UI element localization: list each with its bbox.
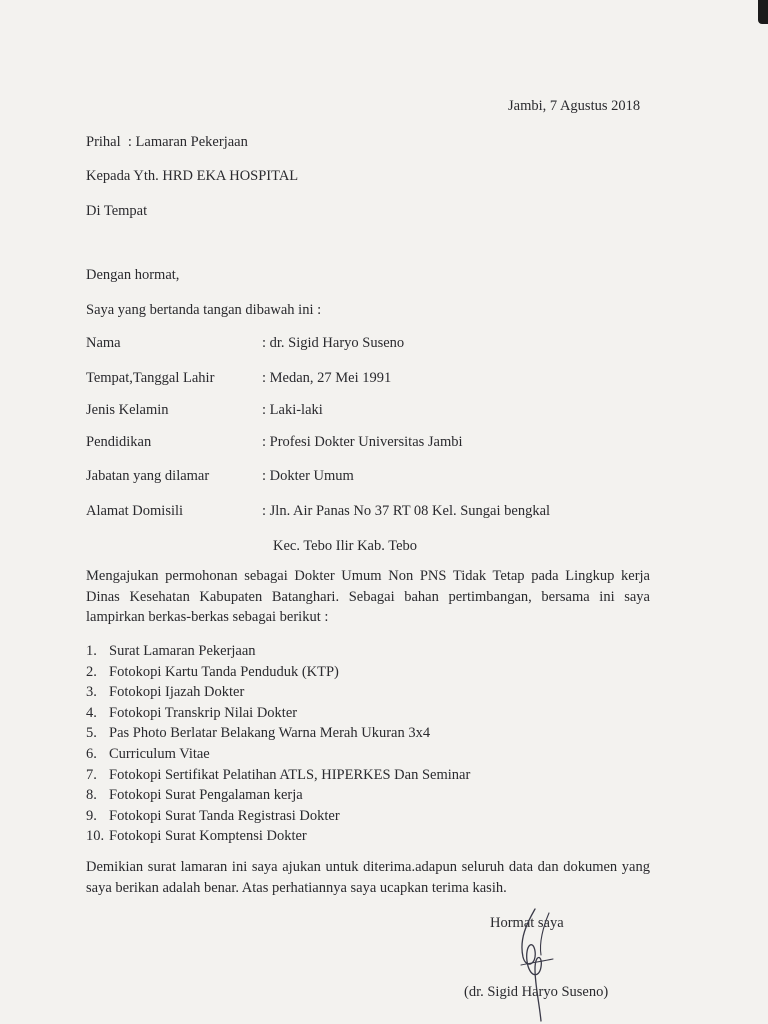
list-item [86,765,470,786]
place-date: Jambi, 7 Agustus 2018 [508,98,641,114]
field-label-gender: Jenis Kelamin [86,402,169,418]
list-text: Fotokopi Surat Pengalaman kerja [109,787,303,804]
list-item [86,662,470,683]
field-label-birth: Tempat,Tanggal Lahir [86,370,215,386]
list-item [86,785,470,806]
list-number: 8. [86,787,97,804]
field-value-position: : Dokter Umum [262,468,354,484]
list-number: 7. [86,766,97,783]
list-item [86,744,470,765]
field-label-position: Jabatan yang dilamar [86,468,210,484]
list-number: 9. [86,807,97,824]
list-number: 4. [86,704,97,721]
scan-edge-mark [758,0,768,24]
list-item [86,703,470,724]
list-text: Fotokopi Ijazah Dokter [109,684,245,701]
signer-name: (dr. Sigid Haryo Suseno) [464,984,609,1000]
list-text: Curriculum Vitae [109,745,210,762]
list-text: Pas Photo Berlatar Belakang Warna Merah Ukuran 3x4 [109,725,431,742]
field-value-name: : dr. Sigid Haryo Suseno [262,335,405,351]
closing-paragraph: Demikian surat lamaran ini saya ajukan untuk diterima.adapun seluruh data dan dokumen yang saya berikan adalah benar. Atas perhatiannya saya ucapkan terima kasih. [86,859,650,896]
list-number: 1. [86,643,97,659]
field-label-name: Nama [86,335,121,351]
field-value-education: : Profesi Dokter Universitas Jambi [262,434,463,450]
list-item [86,641,470,662]
greeting: Dengan hormat, [86,267,180,283]
field-label-education: Pendidikan [86,434,152,450]
recipient-location: Di Tempat [86,203,148,219]
list-number: 5. [86,725,97,742]
field-value-gender: : Laki-laki [262,402,323,418]
list-number: 3. [86,684,97,701]
list-text: Fotokopi Surat Komptensi Dokter [109,828,307,845]
closing-salutation: Hormat saya [490,915,564,931]
intro-line: Saya yang bertanda tangan dibawah ini : [86,302,322,318]
attachment-list [86,641,470,847]
handwritten-signature [505,905,565,1024]
field-value-birth: : Medan, 27 Mei 1991 [262,370,392,386]
list-number: 2. [86,663,97,680]
field-label-address: Alamat Domisili [86,503,184,519]
address-continuation: Kec. Tebo Ilir Kab. Tebo [273,538,418,554]
subject-line: Prihal : Lamaran Pekerjaan [86,134,248,150]
list-item [86,806,470,827]
list-text: Fotokopi Transkrip Nilai Dokter [109,704,298,721]
list-number: 10. [86,828,105,845]
list-text: Fotokopi Surat Tanda Registrasi Dokter [109,807,340,824]
application-paragraph: Mengajukan permohonan sebagai Dokter Umum Non PNS Tidak Tetap pada Lingkup kerja Dinas Kesehatan Kabupaten Batanghari. Sebagai bahan pertimbangan, bersama ini saya lampirkan berkas-berkas sebagai berikut : [86,568,650,625]
list-text: Fotokopi Kartu Tanda Penduduk (KTP) [109,663,339,680]
list-text: Fotokopi Sertifikat Pelatihan ATLS, HIPERKES Dan Seminar [109,766,471,783]
recipient: Kepada Yth. HRD EKA HOSPITAL [86,168,299,184]
list-number: 6. [86,745,97,762]
list-item [86,826,470,847]
list-text: Surat Lamaran Pekerjaan [109,643,256,659]
list-item [86,723,470,744]
list-item [86,682,470,703]
field-value-address: : Jln. Air Panas No 37 RT 08 Kel. Sungai bengkal [262,503,551,519]
